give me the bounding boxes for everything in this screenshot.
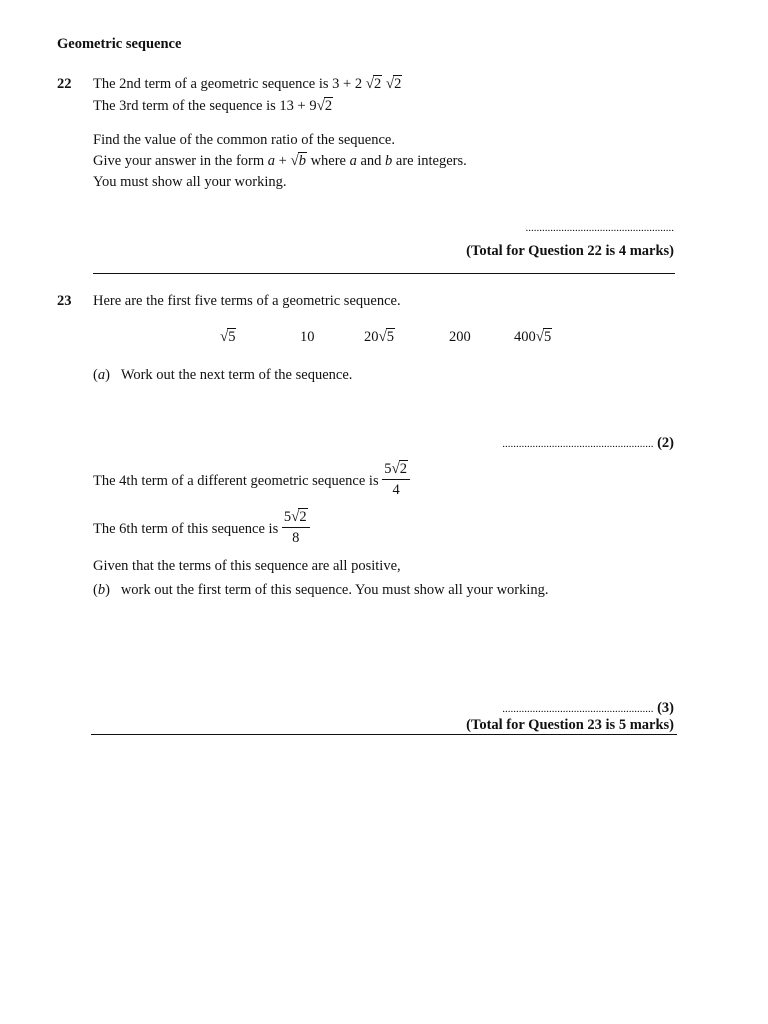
question-22-number: 22 [57, 76, 72, 92]
q22-instruction-1: Find the value of the common ratio of the sequence. [93, 132, 395, 148]
q23-part-a: (a) Work out the next term of the sequence. [93, 367, 353, 383]
q23-sixth-term: The 6th term of this sequence is $\frac{5√2}{8}$ [93, 510, 310, 549]
sequence-term-2: 10 [300, 329, 315, 345]
part-a-label: a [97, 367, 106, 383]
sqrt-2-a: √2 [365, 76, 382, 92]
fraction-4th-term: $\frac{5√2}{4}$ [382, 460, 410, 499]
q23-part-b: (b) work out the first term of this sequence. You must show all your working. [93, 582, 549, 598]
marks-b: (3) [657, 700, 674, 716]
q23-fourth-term: The 4th term of a different geometric sequence is $\frac{5√2}{4}$ [93, 462, 410, 501]
q22-answer-line[interactable]: ...................................................... [525, 222, 674, 234]
marks-a: (2) [657, 435, 674, 451]
divider-q23 [91, 734, 677, 735]
q23-given: Given that the terms of this sequence are all positive, [93, 558, 401, 574]
sqrt-2-c: √2 [316, 98, 333, 114]
question-23-number: 23 [57, 293, 72, 309]
part-b-label: b [97, 582, 106, 598]
q23-intro: Here are the first five terms of a geometric sequence. [93, 293, 401, 309]
sequence-term-5: 400√5 [514, 329, 552, 345]
sequence-term-1: √5 [220, 329, 236, 345]
section-title: Geometric sequence [57, 36, 182, 52]
q22-line-1-text: The 2nd term of a geometric sequence is 3 + 2 [93, 76, 363, 92]
q22-line-1 [93, 75, 402, 93]
part-b-text: work out the first term of this sequence. You must show all your working. [120, 582, 549, 598]
fraction-6th-term: $\frac{5√2}{8}$ [282, 508, 310, 547]
q23-total: (Total for Question 23 is 5 marks) [466, 717, 674, 733]
q23-answer-b-line[interactable]: ....................................................... (3) [502, 700, 674, 716]
q22-instruction-2: Give your answer in the form a + √b where a and b are integers. [93, 153, 467, 169]
sequence-term-3: 20√5 [364, 329, 394, 345]
sqrt-2-b: √2 [385, 76, 402, 92]
sequence-term-4: 200 [449, 329, 471, 345]
sqrt-b: √b [290, 153, 306, 169]
q23-answer-a-line[interactable]: ....................................................... (2) [502, 435, 674, 451]
part-a-text: Work out the next term of the sequence. [120, 367, 353, 383]
divider-q22 [93, 273, 675, 274]
q22-total: (Total for Question 22 is 4 marks) [466, 243, 674, 259]
q22-line-2-text: The 3rd term of the sequence is 13 + 9 [93, 98, 317, 114]
q22-instruction-3: You must show all your working. [93, 174, 287, 190]
q22-line-2 [93, 97, 333, 115]
